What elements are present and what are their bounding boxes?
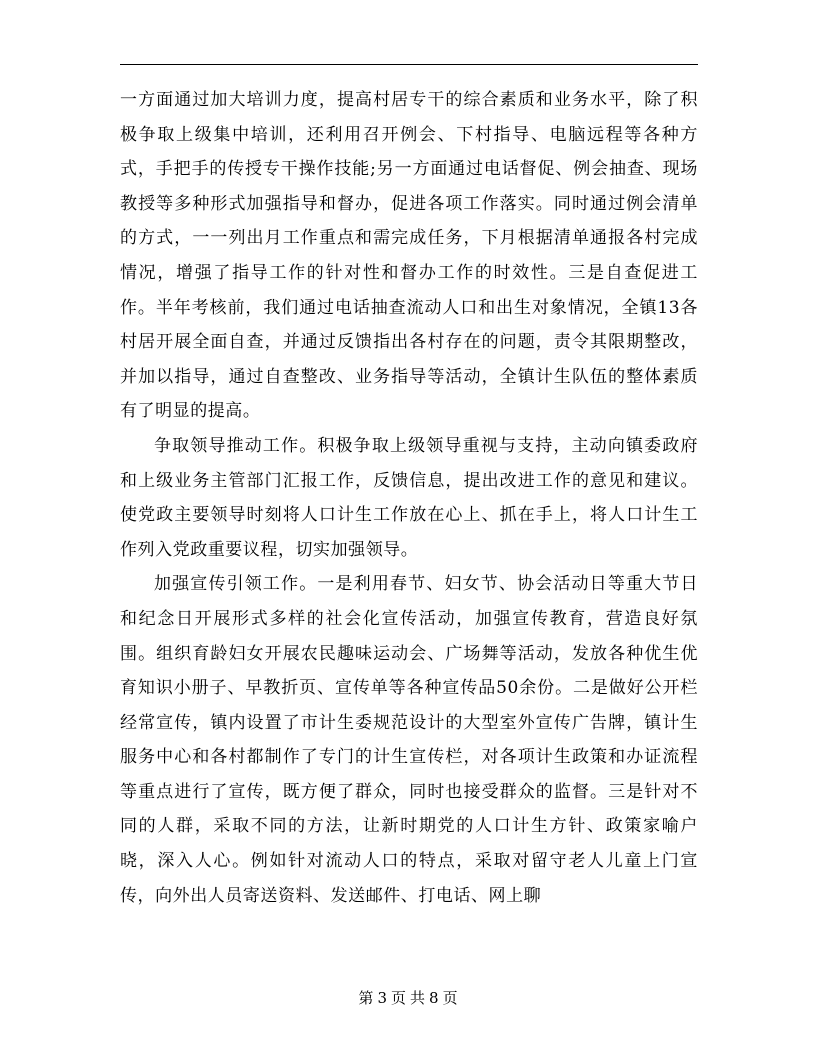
footer-current-page: 3 [377,989,387,1007]
header-rule [120,64,698,65]
footer-total-pages: 8 [429,989,439,1007]
paragraph-leadership: 争取领导推动工作。积极争取上级领导重视与支持，主动向镇委政府和上级业务主管部门汇报工作，反馈信息，提出改进工作的意见和建议。使党政主要领导时刻将人口计生工作放在心上、抓在手上，将人口计生工作列入党政重要议程，切实加强领导。 [120,435,698,560]
document-body [120,83,698,913]
page-footer [0,988,816,1008]
footer-prefix: 第 [358,989,374,1007]
footer-total-word: 共 [410,989,426,1007]
paragraph-publicity: 加强宣传引领工作。一是利用春节、妇女节、协会活动日等重大节日和纪念日开展形式多样的社会化宣传活动，加强宣传教育，营造良好氛围。组织育龄妇女开展农民趣味运动会、广场舞等活动，发放各种优生优育知识小册子、早教折页、宣传单等各种宣传品50余份。二是做好公开栏经常宣传，镇内设置了市计生委规范设计的大型室外宣传广告牌，镇计生服务中心和各村都制作了专门的计生宣传栏，对各项计生政策和办证流程等重点进行了宣传，既方便了群众，同时也接受群众的监督。三是针对不同的人群，采取不同的方法，让新时期党的人口计生方针、政策家喻户晓，深入人心。例如针对流动人口的特点，采取对留守老人儿童上门宣传，向外出人员寄送资料、发送邮件、打电话、网上聊 [120,574,698,906]
paragraph-continuation: 一方面通过加大培训力度，提高村居专干的综合素质和业务水平，除了积极争取上级集中培训，还利用召开例会、下村指导、电脑远程等各种方式，手把手的传授专干操作技能;另一方面通过电话督促、例会抽查、现场教授等多种形式加强指导和督办，促进各项工作落实。同时通过例会清单的方式，一一列出月工作重点和需完成任务，下月根据清单通报各村完成情况，增强了指导工作的针对性和督办工作的时效性。三是自查促进工作。半年考核前，我们通过电话抽查流动人口和出生对象情况，全镇13各村居开展全面自查，并通过反馈指出各村存在的问题，责令其限期整改，并加以指导，通过自查整改、业务指导等活动，全镇计生队伍的整体素质有了明显的提高。 [120,90,698,422]
footer-suffix: 页 [442,989,458,1007]
footer-page-word: 页 [390,989,406,1007]
